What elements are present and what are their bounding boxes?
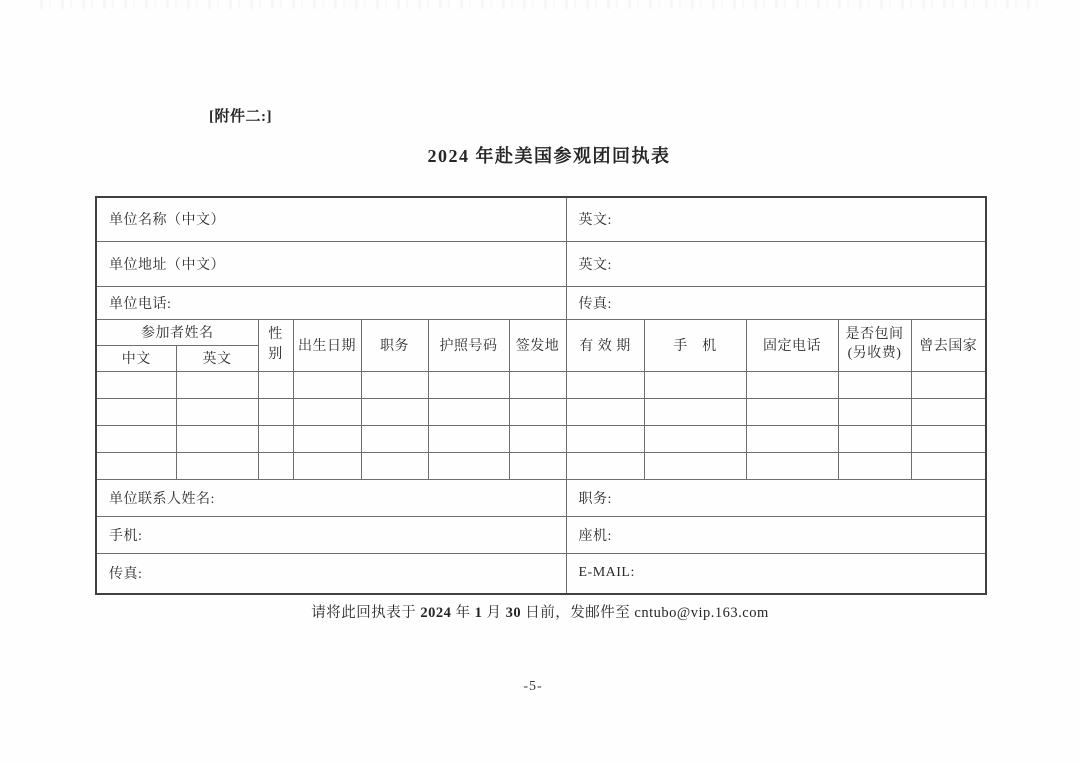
empty-cell: [566, 371, 644, 398]
empty-cell: [176, 371, 258, 398]
footer-month: 1: [474, 605, 483, 621]
empty-cell: [361, 425, 428, 452]
table-row: [96, 197, 986, 241]
col-header-single-room-line2: (另收费): [847, 346, 902, 361]
participant-empty-rows: [96, 371, 986, 479]
empty-cell: [293, 425, 361, 452]
empty-cell: [428, 425, 509, 452]
col-header-birth-date: 出生日期: [293, 319, 361, 371]
field-unit-address-cn: 单位地址（中文）: [96, 241, 566, 286]
participant-empty-row: [96, 398, 986, 425]
empty-cell: [361, 398, 428, 425]
empty-cell: [258, 425, 293, 452]
reply-form-table: [95, 196, 987, 595]
empty-cell: [258, 398, 293, 425]
empty-cell: [838, 398, 911, 425]
page-number: -5-: [523, 679, 543, 694]
empty-cell: [746, 398, 838, 425]
form-top-section: [96, 197, 986, 319]
empty-cell: [911, 371, 986, 398]
footer-text: 请将此回执表于: [311, 605, 421, 621]
page-title: 2024 年赴美国参观团回执表: [427, 146, 671, 166]
empty-cell: [509, 398, 566, 425]
empty-cell: [176, 425, 258, 452]
empty-cell: [644, 452, 746, 479]
form-bottom-section: [96, 479, 986, 594]
empty-cell: [644, 398, 746, 425]
empty-cell: [838, 425, 911, 452]
empty-cell: [428, 452, 509, 479]
col-header-gender: [258, 319, 293, 371]
empty-cell: [746, 371, 838, 398]
empty-cell: [644, 425, 746, 452]
empty-cell: [176, 452, 258, 479]
field-contact-position: 职务:: [566, 479, 986, 516]
attachment-label: [附件二:]: [209, 109, 272, 125]
empty-cell: [911, 425, 986, 452]
field-unit-name-en: 英文:: [566, 197, 986, 241]
footer-email: cntubo@vip.163.com: [634, 605, 769, 621]
col-header-single-room-line1: 是否包间: [845, 327, 904, 343]
field-contact-landline: 座机:: [566, 516, 986, 553]
col-header-single-room: [838, 319, 911, 371]
table-header-row: [96, 319, 986, 345]
empty-cell: [96, 398, 176, 425]
empty-cell: [176, 398, 258, 425]
field-unit-name-cn: 单位名称（中文）: [96, 197, 566, 241]
footer-year: 2024: [420, 605, 452, 621]
footer-text: 年: [451, 605, 475, 621]
col-header-passport-no: 护照号码: [428, 319, 509, 371]
col-header-landline: 固定电话: [746, 319, 838, 371]
empty-cell: [566, 398, 644, 425]
empty-cell: [746, 452, 838, 479]
empty-cell: [361, 452, 428, 479]
empty-cell: [258, 452, 293, 479]
field-contact-fax: 传真:: [96, 553, 566, 594]
empty-cell: [361, 371, 428, 398]
col-header-validity: 有 效 期: [566, 319, 644, 371]
empty-cell: [96, 425, 176, 452]
empty-cell: [838, 371, 911, 398]
table-row: [96, 516, 986, 553]
empty-cell: [911, 452, 986, 479]
col-header-name-en: 英文: [176, 345, 258, 371]
col-header-visited-countries: 曾去国家: [911, 319, 986, 371]
empty-cell: [293, 398, 361, 425]
participant-empty-row: [96, 425, 986, 452]
field-unit-address-en: 英文:: [566, 241, 986, 286]
empty-cell: [838, 452, 911, 479]
col-header-participant-name: 参加者姓名: [96, 319, 258, 345]
empty-cell: [509, 425, 566, 452]
footer-text: 月: [482, 605, 506, 621]
field-contact-email: E-MAIL:: [566, 553, 986, 594]
empty-cell: [746, 425, 838, 452]
footer-text: 日前，发邮件至: [521, 605, 635, 621]
col-header-issue-place: 签发地: [509, 319, 566, 371]
table-row: [96, 286, 986, 319]
empty-cell: [566, 452, 644, 479]
col-header-name-cn: 中文: [96, 345, 176, 371]
empty-cell: [509, 371, 566, 398]
table-row: [96, 479, 986, 516]
empty-cell: [428, 371, 509, 398]
empty-cell: [96, 452, 176, 479]
field-contact-mobile: 手机:: [96, 516, 566, 553]
participant-header-section: [96, 319, 986, 371]
empty-cell: [293, 452, 361, 479]
footer-day: 30: [505, 605, 522, 621]
col-header-mobile: 手 机: [644, 319, 746, 371]
empty-cell: [911, 398, 986, 425]
empty-cell: [258, 371, 293, 398]
field-contact-person-name: 单位联系人姓名:: [96, 479, 566, 516]
table-row: [96, 553, 986, 594]
empty-cell: [96, 371, 176, 398]
participant-empty-row: [96, 371, 986, 398]
footer-note: [0, 601, 1080, 622]
empty-cell: [428, 398, 509, 425]
field-unit-phone: 单位电话:: [96, 286, 566, 319]
col-header-gender-line2: 别: [268, 347, 283, 362]
col-header-gender-line1: 性: [268, 326, 283, 342]
empty-cell: [644, 371, 746, 398]
empty-cell: [566, 425, 644, 452]
scan-artifact-band: [40, 0, 1040, 9]
field-unit-fax: 传真:: [566, 286, 986, 319]
participant-empty-row: [96, 452, 986, 479]
empty-cell: [293, 371, 361, 398]
table-row: [96, 241, 986, 286]
empty-cell: [509, 452, 566, 479]
col-header-position: 职务: [361, 319, 428, 371]
